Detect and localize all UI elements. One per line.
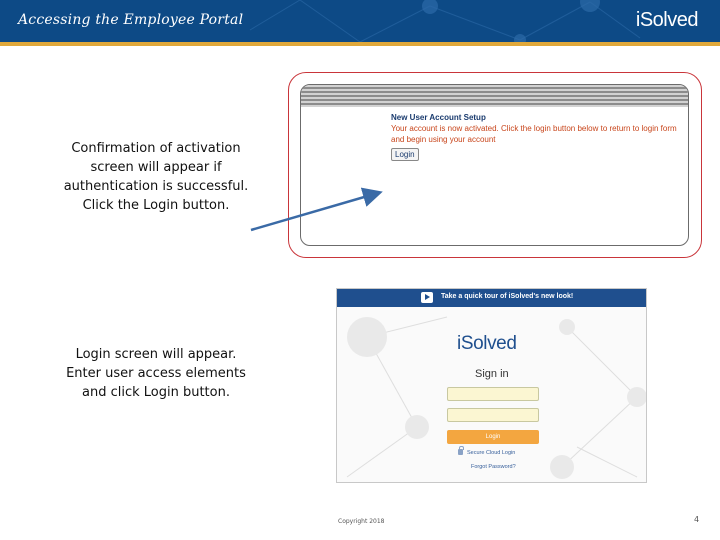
copyright: Copyright 2018 — [338, 518, 385, 525]
login-button[interactable]: Login — [447, 430, 539, 444]
login-caption: Login screen will appear. Enter user access elements and click Login button. — [66, 347, 246, 400]
tour-text: Take a quick tour of iSolved's new look! — [441, 293, 574, 300]
secure-login-link[interactable]: Secure Cloud Login — [467, 450, 516, 456]
tour-banner[interactable] — [337, 289, 646, 307]
setup-message: Your account is now activated. Click the login button below to return to login form and begin using your account — [391, 124, 677, 144]
play-icon — [421, 292, 433, 303]
login-screenshot — [336, 288, 647, 483]
isolved-logo: iSolved — [635, 9, 698, 31]
username-field[interactable] — [447, 387, 539, 401]
setup-title: New User Account Setup — [391, 113, 486, 122]
page-number: 4 — [694, 515, 700, 524]
password-field[interactable] — [447, 408, 539, 422]
login-logo: iSolved — [457, 333, 517, 354]
lock-icon — [458, 449, 463, 455]
forgot-password-link[interactable]: Forgot Password? — [471, 464, 516, 470]
activation-login-button[interactable]: Login — [391, 148, 419, 161]
activation-caption: Confirmation of activation screen will appear if authentication is successful. Click the Login button. — [63, 141, 249, 213]
page-title: Accessing the Employee Portal — [18, 12, 244, 28]
sign-in-heading: Sign in — [475, 368, 509, 380]
